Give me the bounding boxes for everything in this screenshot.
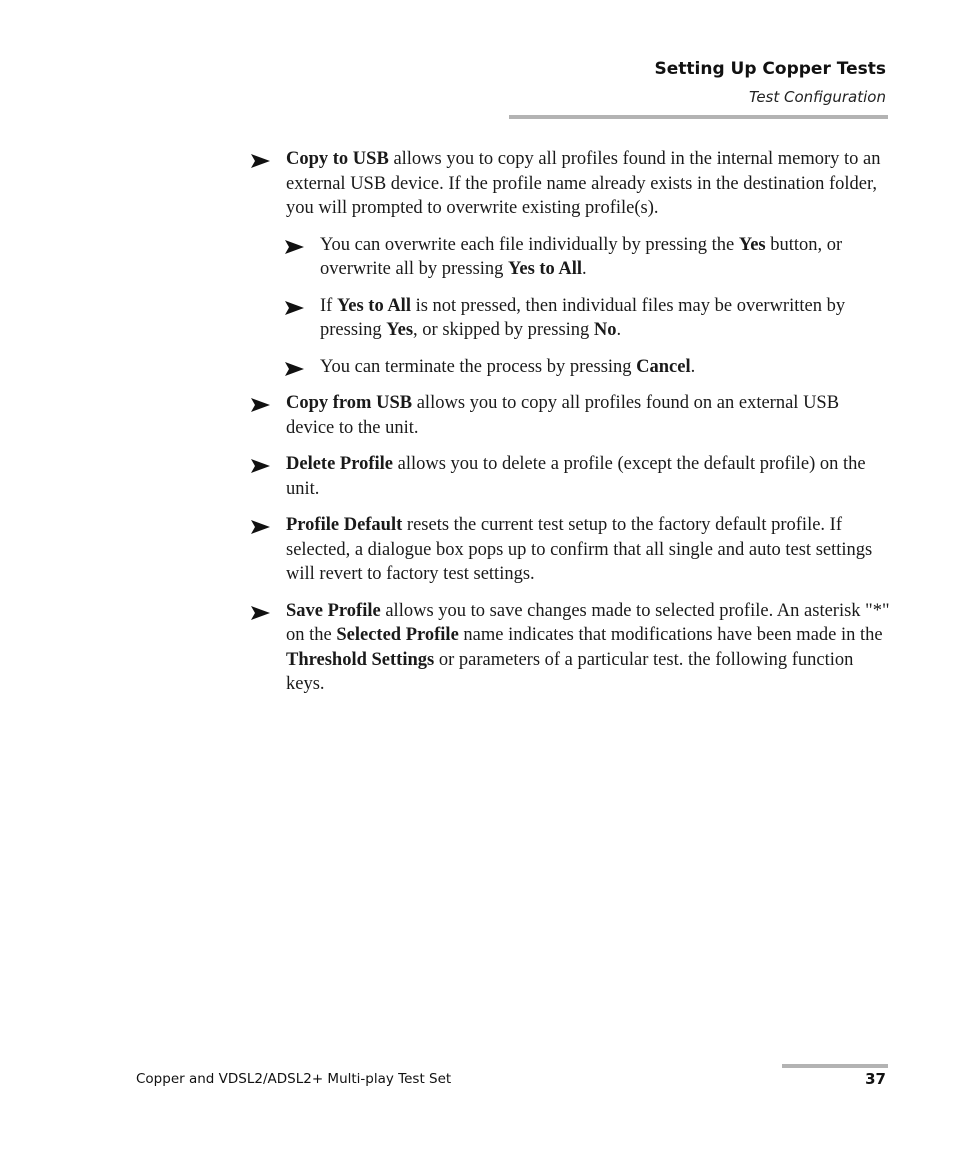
text-run: is not pressed, then individual files may be overwritten by pressing [320,295,846,340]
arrowhead-bullet-icon [285,240,304,254]
text-run: . [616,320,622,340]
bold-term: Cancel [636,356,691,377]
text-run: . [582,259,587,279]
text-run: , or skipped by pressing [413,320,594,340]
text-run: name indicates that modifications have been made in the [458,625,883,645]
bold-term: Copy to USB [286,149,389,169]
arrowhead-bullet-icon [251,154,270,168]
page-number: 37 [865,1070,886,1088]
bold-term: Yes [738,234,766,255]
text-run: If [320,295,337,316]
text-run: allows you to copy all profiles found on an external USB device to the unit. [286,393,840,438]
text-run: You can terminate the process by pressing [320,356,637,377]
sub-list-item [284,294,890,343]
footer-rule [782,1064,888,1068]
arrowhead-bullet-icon [285,362,304,376]
bold-term: Profile Default [286,515,403,535]
bold-term: Delete Profile [286,454,393,474]
running-header [655,58,887,108]
list-item-text [286,149,881,218]
bold-term: Yes [386,320,414,340]
text-run: allows you to save changes made to selected profile. An asterisk "*" on the [286,600,890,645]
text-run: . [690,356,696,377]
list-item [250,147,890,221]
text-run: or parameters of a particular test. the following function keys. [286,649,854,694]
bold-term: Yes to All [336,295,411,316]
bullet-list [250,147,890,709]
bold-term: Yes to All [508,259,583,279]
arrowhead-bullet-icon [251,520,270,534]
arrowhead-bullet-icon [251,606,270,620]
bold-term: Selected Profile [336,625,459,645]
list-item-text [320,235,842,280]
text-run: resets the current test setup to the factory default profile. If selected, a dialogue box pops up to confirm that all single and auto test settings will revert to factory test settings. [286,515,873,584]
list-item-text [286,515,872,584]
bold-term: Copy from USB [286,393,413,413]
header-rule [509,115,888,119]
section-title: Test Configuration [749,88,886,106]
sub-list-item [284,355,890,380]
list-item [250,391,890,440]
bold-term: No [593,320,617,340]
arrowhead-bullet-icon [285,301,304,315]
text-run: You can overwrite each file individually by pressing the [320,234,739,255]
text-run: button, or overwrite all by pressing [320,234,843,279]
arrowhead-bullet-icon [251,398,270,412]
footer-doc-title: Copper and VDSL2/ADSL2+ Multi-play Test Set [136,1071,452,1087]
text-run: allows you to copy all profiles found in the internal memory to an external USB device. If the profile name already exists in the destination folder, you will prompted to overwrite existing profile(s). [286,149,881,218]
chapter-title: Setting Up Copper Tests [654,59,886,79]
list-item [250,452,890,501]
text-run: allows you to delete a profile (except the default profile) on the unit. [286,454,866,499]
list-item-text [286,454,866,499]
arrowhead-bullet-icon [251,459,270,473]
bold-term: Threshold Settings [286,649,435,670]
list-item-text [286,601,890,695]
list-item-text [320,357,695,377]
sub-list-item [284,233,890,282]
list-item [250,599,890,697]
list-item-text [286,393,839,438]
list-item-text [320,296,845,341]
bold-term: Save Profile [286,600,381,621]
list-item [250,513,890,587]
